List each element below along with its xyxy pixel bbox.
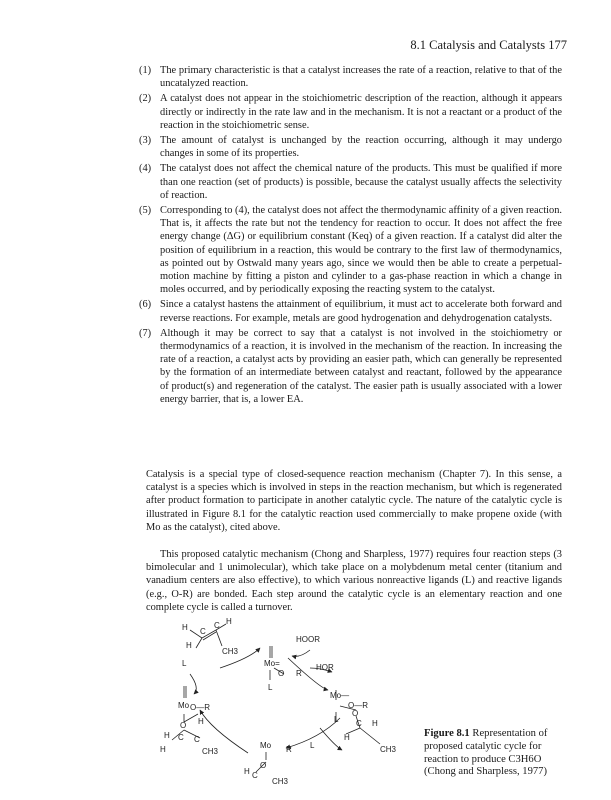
atom-label: C bbox=[178, 733, 184, 742]
atom-label: C bbox=[200, 627, 206, 636]
list-item bbox=[139, 204, 562, 296]
property-list bbox=[139, 64, 562, 408]
atom-label: R bbox=[296, 669, 302, 678]
atom-label: O bbox=[352, 709, 359, 718]
catalytic-cycle-diagram bbox=[160, 618, 410, 786]
paragraph-text: Catalysis is a special type of closed-sequence reaction mechanism (Chapter 7). In this sense, a catalyst is a species which is involved in steps in the reaction mechanism, but which is regenerated after product formation to participate in another catalytic cycle. The nature of the catalytic cycle is illustrated in Figure 8.1 for the catalytic reaction used commercially to make propene oxide (with Mo as the catalyst), cited above. bbox=[146, 469, 562, 533]
item-text: A catalyst does not appear in the stoichiometric description of the reaction, although it appears directly or indirectly in the rate law and in the mechanism. It is not a reactant or a product of the reaction in the stoichiometric sense. bbox=[160, 93, 562, 131]
item-text: The amount of catalyst is unchanged by the reaction occurring, although it may undergo changes in some of its properties. bbox=[160, 135, 562, 160]
atom-label: O bbox=[278, 669, 285, 678]
item-number: (4) bbox=[139, 163, 152, 175]
atom-label: CH3 bbox=[272, 777, 289, 786]
metal-label: Mo bbox=[178, 701, 190, 710]
metal-label: Mo bbox=[260, 741, 272, 750]
list-item bbox=[139, 327, 562, 406]
atom-label: C bbox=[194, 735, 200, 744]
paragraph-text: This proposed catalytic mechanism (Chong and Sharpless, 1977) requires four reaction steps (3 bimolecular and 1 unimolecular), which take place on a molybdenum metal center (titanium and vanadium centers are also effective), to which various nonreactive ligands (L) and reactive ligands (e.g., O-R) are bonded. Each step around the catalytic cycle is an elementary reaction and one complete cycle is called a turnover. bbox=[146, 549, 562, 613]
atom-label: H bbox=[186, 641, 192, 650]
atom-label: H bbox=[344, 733, 350, 742]
atom-label: H bbox=[226, 618, 232, 626]
reagent-label: HOR bbox=[316, 663, 334, 672]
list-item bbox=[139, 134, 562, 160]
atom-label: O—R bbox=[348, 701, 368, 710]
atom-label: O bbox=[180, 721, 187, 730]
item-number: (6) bbox=[139, 299, 152, 311]
ligand-label: L bbox=[310, 741, 315, 750]
ligand-label: L bbox=[334, 715, 339, 724]
paragraph-mechanism bbox=[146, 548, 562, 614]
atom-label: C bbox=[356, 719, 362, 728]
caption-label: Figure 8.1 bbox=[424, 728, 470, 739]
atom-label: H bbox=[182, 623, 188, 632]
atom-label: H bbox=[164, 731, 170, 740]
atom-label: O bbox=[260, 761, 267, 770]
metal-label: Mo— bbox=[330, 691, 350, 700]
item-text: The primary characteristic is that a catalyst increases the rate of a reaction, relative to that of the uncatalyzed reaction. bbox=[160, 65, 562, 90]
atom-label: R bbox=[286, 745, 292, 754]
list-item bbox=[139, 162, 562, 202]
item-text: The catalyst does not affect the chemical nature of the products. This must be qualified if more than one reaction (set of products) is possible, because the catalyst usually affects the selectivity of reaction. bbox=[160, 163, 562, 201]
atom-label: O—R bbox=[190, 703, 210, 712]
item-text: Although it may be correct to say that a catalyst is not involved in the stoichiometry or thermodynamics of a reaction, it is involved in the mechanism of the reaction. In increasing the rate of a reaction, a catalyst acts by providing an easier path, which can generally be represented by the formation of an intermediate between catalyst and reactant, followed by the appearance of product(s) and regeneration of the catalyst. The easier path is usually associated with a lower energy barrier, that is, a lower EA. bbox=[160, 327, 562, 405]
list-item bbox=[139, 64, 562, 90]
item-number: (3) bbox=[139, 135, 152, 147]
atom-label: CH3 bbox=[380, 745, 397, 754]
item-text: Corresponding to (4), the catalyst does not affect the thermodynamic affinity of a given reaction. That is, it affects the rate but not the tendency for reaction to occur. It does not affect the free energy change (ΔG) or equilibrium constant (Keq) of a given reaction. If a catalyst did alter the position of equilibrium in a reaction, this would be contrary to the first law of thermodynamics, as pointed out by Ostwald many years ago, since we would then be able to create a perpetual-motion machine by fitting a piston and cylinder to a gas-phase reaction in which a change in moles occurred, and by periodically exposing the reacting system to the catalyst. bbox=[160, 205, 562, 296]
list-item bbox=[139, 298, 562, 324]
ligand-label: L bbox=[268, 683, 273, 692]
item-number: (1) bbox=[139, 65, 152, 76]
figure-caption bbox=[424, 728, 572, 779]
item-number: (5) bbox=[139, 205, 152, 217]
paragraph-catalysis bbox=[146, 468, 562, 534]
page-header: 8.1 Catalysis and Catalysts 177 bbox=[410, 38, 567, 52]
atom-label: C bbox=[214, 621, 220, 630]
list-item bbox=[139, 92, 562, 132]
atom-label: H bbox=[372, 719, 378, 728]
atom-label: H bbox=[244, 767, 250, 776]
atom-label: H bbox=[198, 717, 204, 726]
reagent-label: HOOR bbox=[296, 635, 320, 644]
caption-text: Representation of proposed catalytic cycle for reaction to produce C3H6O (Chong and Sharpless, 1977) bbox=[424, 728, 548, 778]
item-number: (2) bbox=[139, 93, 152, 105]
item-text: Since a catalyst hastens the attainment of equilibrium, it must act to accelerate both forward and reverse reactions. For example, metals are good hydrogenation and dehydrogenation catalysts. bbox=[160, 299, 562, 324]
ligand-label: L bbox=[182, 659, 187, 668]
atom-label: C bbox=[252, 771, 258, 780]
atom-label: CH3 bbox=[222, 647, 239, 656]
item-number: (7) bbox=[139, 327, 152, 339]
metal-label: Mo= bbox=[264, 659, 280, 668]
atom-label: CH3 bbox=[202, 747, 219, 756]
atom-label: H bbox=[160, 745, 166, 754]
